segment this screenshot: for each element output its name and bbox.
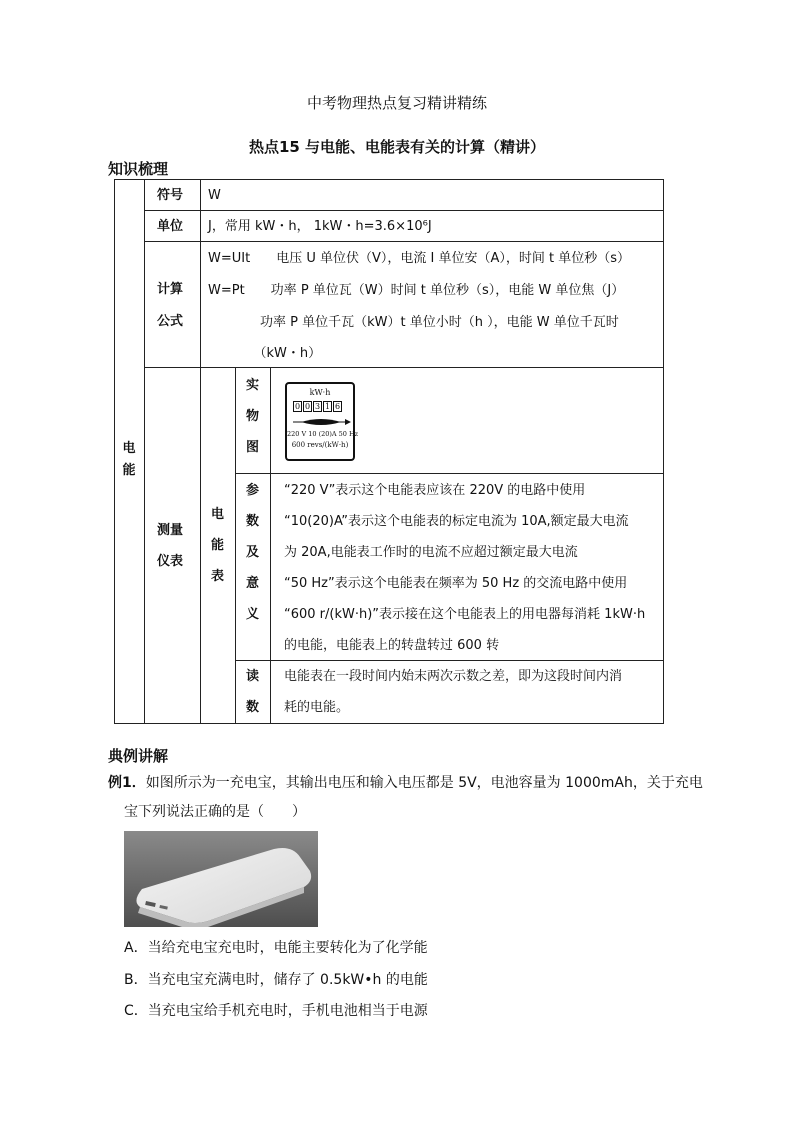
params-label-char: 义 [246, 607, 260, 622]
meter-label-char: 能 [211, 538, 225, 553]
page-subtitle: 热点15 与电能、电能表有关的计算（精讲） [248, 138, 546, 156]
photo-label-char: 实 [246, 378, 260, 393]
row-label-measure-1: 测量 [157, 523, 184, 538]
formula-line: W=UIt 电压 U 单位伏（V），电流 I 单位安（A），时间 t 单位秒（s） [208, 251, 630, 266]
params-label-char: 及 [246, 545, 260, 560]
meter-digit: 3 [314, 402, 321, 411]
page-title: 中考物理热点复习精讲精练 [306, 94, 487, 112]
meter-digit: 0 [304, 402, 311, 411]
section-heading-examples: 典例讲解 [108, 747, 169, 765]
photo-label-char: 图 [246, 440, 260, 455]
meter-digit: 6 [334, 402, 341, 411]
row-label-symbol: 符号 [157, 188, 184, 203]
row-label-unit: 单位 [157, 219, 184, 234]
params-label-char: 参 [246, 483, 260, 498]
example-prefix: 例1． [108, 775, 146, 791]
params-line: “50 Hz”表示这个电能表在频率为 50 Hz 的交流电路中使用 [284, 576, 628, 591]
meter-label-char: 电 [211, 507, 225, 522]
example-question-text: 如图所示为一充电宝，其输出电压和输入电压都是 5V，电池容量为 1000mAh，关于充电 [145, 775, 703, 791]
row-value-unit: J，常用 kW・h， 1kW・h=3.6×10⁶J [208, 219, 432, 234]
params-label-char: 意 [246, 576, 260, 591]
params-label-char: 数 [246, 514, 260, 529]
params-line: 为 20A,电能表工作时的电流不应超过额定最大电流 [284, 545, 578, 560]
meter-revs: 600 revs/(kW·h) [291, 441, 349, 449]
electric-meter-image [285, 382, 359, 461]
section-heading-knowledge: 知识梳理 [108, 160, 169, 178]
meter-rating: 220 V 10 (20)A 50 Hz [287, 430, 359, 438]
reading-label-char: 读 [246, 669, 260, 684]
example-question-line1 [108, 773, 703, 793]
reading-label-char: 数 [246, 700, 260, 715]
formula-line: W=Pt 功率 P 单位瓦（W）时间 t 单位秒（s），电能 W 单位焦（J） [208, 283, 625, 298]
meter-digits [293, 401, 343, 412]
option-a: A．当给充电宝充电时，电能主要转化为了化学能 [124, 940, 428, 956]
option-c: C．当充电宝给手机充电时，手机电池相当于电源 [124, 1003, 428, 1019]
params-line: “220 V”表示这个电能表应该在 220V 的电路中使用 [284, 483, 586, 498]
row-label-formula-2: 公式 [157, 314, 184, 329]
formula-line: （kW・h） [208, 346, 322, 361]
meter-digit: 0 [294, 402, 301, 411]
params-line: 的电能，电能表上的转盘转过 600 转 [284, 638, 500, 653]
meter-disc-icon [291, 416, 351, 428]
option-b: B．当充电宝充满电时，储存了 0.5kW•h 的电能 [124, 972, 428, 988]
row-label-measure-2: 仪表 [157, 554, 184, 569]
meter-unit-label: kW·h [309, 388, 331, 397]
params-line: “10(20)A”表示这个电能表的标定电流为 10A,额定最大电流 [284, 514, 629, 529]
row-label-formula-1: 计算 [157, 282, 184, 297]
formula-line: 功率 P 单位千瓦（kW）t 单位小时（h ），电能 W 单位千瓦时 [208, 315, 619, 330]
power-bank-photo [124, 831, 318, 927]
meter-label-char: 表 [211, 569, 225, 584]
reading-line: 耗的电能。 [284, 700, 350, 715]
meter-digit: 1 [324, 402, 331, 411]
example-question-line2: 宝下列说法正确的是（ ） [124, 804, 306, 820]
table-main-label: 电能 [122, 441, 136, 478]
reading-line: 电能表在一段时间内始末两次示数之差，即为这段时间内消 [284, 669, 623, 684]
photo-label-char: 物 [246, 409, 260, 424]
params-line: “600 r/(kW·h)”表示接在这个电能表上的用电器每消耗 1kW·h [284, 607, 646, 622]
row-value-symbol: W [208, 188, 221, 203]
